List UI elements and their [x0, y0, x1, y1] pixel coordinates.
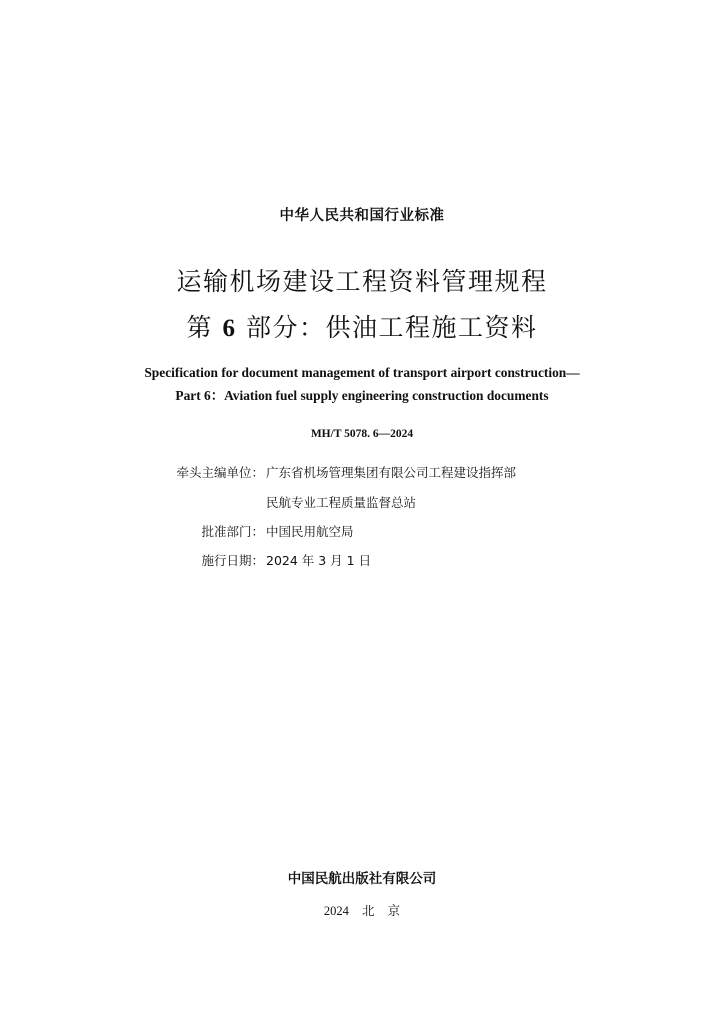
approval-dept-value: 中国民用航空局 [266, 524, 354, 539]
effective-date-row [0, 551, 724, 571]
lead-editor-value-2: 民航专业工程质量监督总站 [266, 495, 417, 510]
title-main: 运输机场建设工程资料管理规程 [176, 267, 548, 296]
title-part-suffix: 部分：供油工程施工资料 [245, 313, 538, 342]
effective-date-value: 2024 年 3 月 1 日 [266, 553, 372, 568]
lead-editor-value: 广东省机场管理集团有限公司工程建设指挥部 [266, 465, 517, 480]
title-part [0, 308, 724, 344]
lead-editor-label: 牵头主编单位： [176, 465, 264, 480]
publisher-name: 中国民航出版社有限公司 [287, 871, 437, 887]
approval-dept-label: 批准部门： [201, 524, 264, 539]
english-title-line1: Specification for document management of transport airport construction— [144, 365, 580, 380]
title-part-prefix: 第 [186, 313, 214, 342]
effective-date-label: 施行日期： [201, 553, 264, 568]
publication-year-place: 2024 北 京 [323, 904, 401, 918]
standard-category: 中华人民共和国行业标准 [279, 208, 445, 224]
approval-dept-row [0, 522, 724, 542]
english-title-line2: Part 6：Aviation fuel supply engineering construction documents [175, 388, 549, 403]
lead-editor-row-2 [0, 493, 724, 513]
title-part-number: 6 [222, 315, 237, 342]
standard-code: MH/T 5078. 6—2024 [310, 428, 414, 440]
lead-editor-row [0, 463, 724, 483]
